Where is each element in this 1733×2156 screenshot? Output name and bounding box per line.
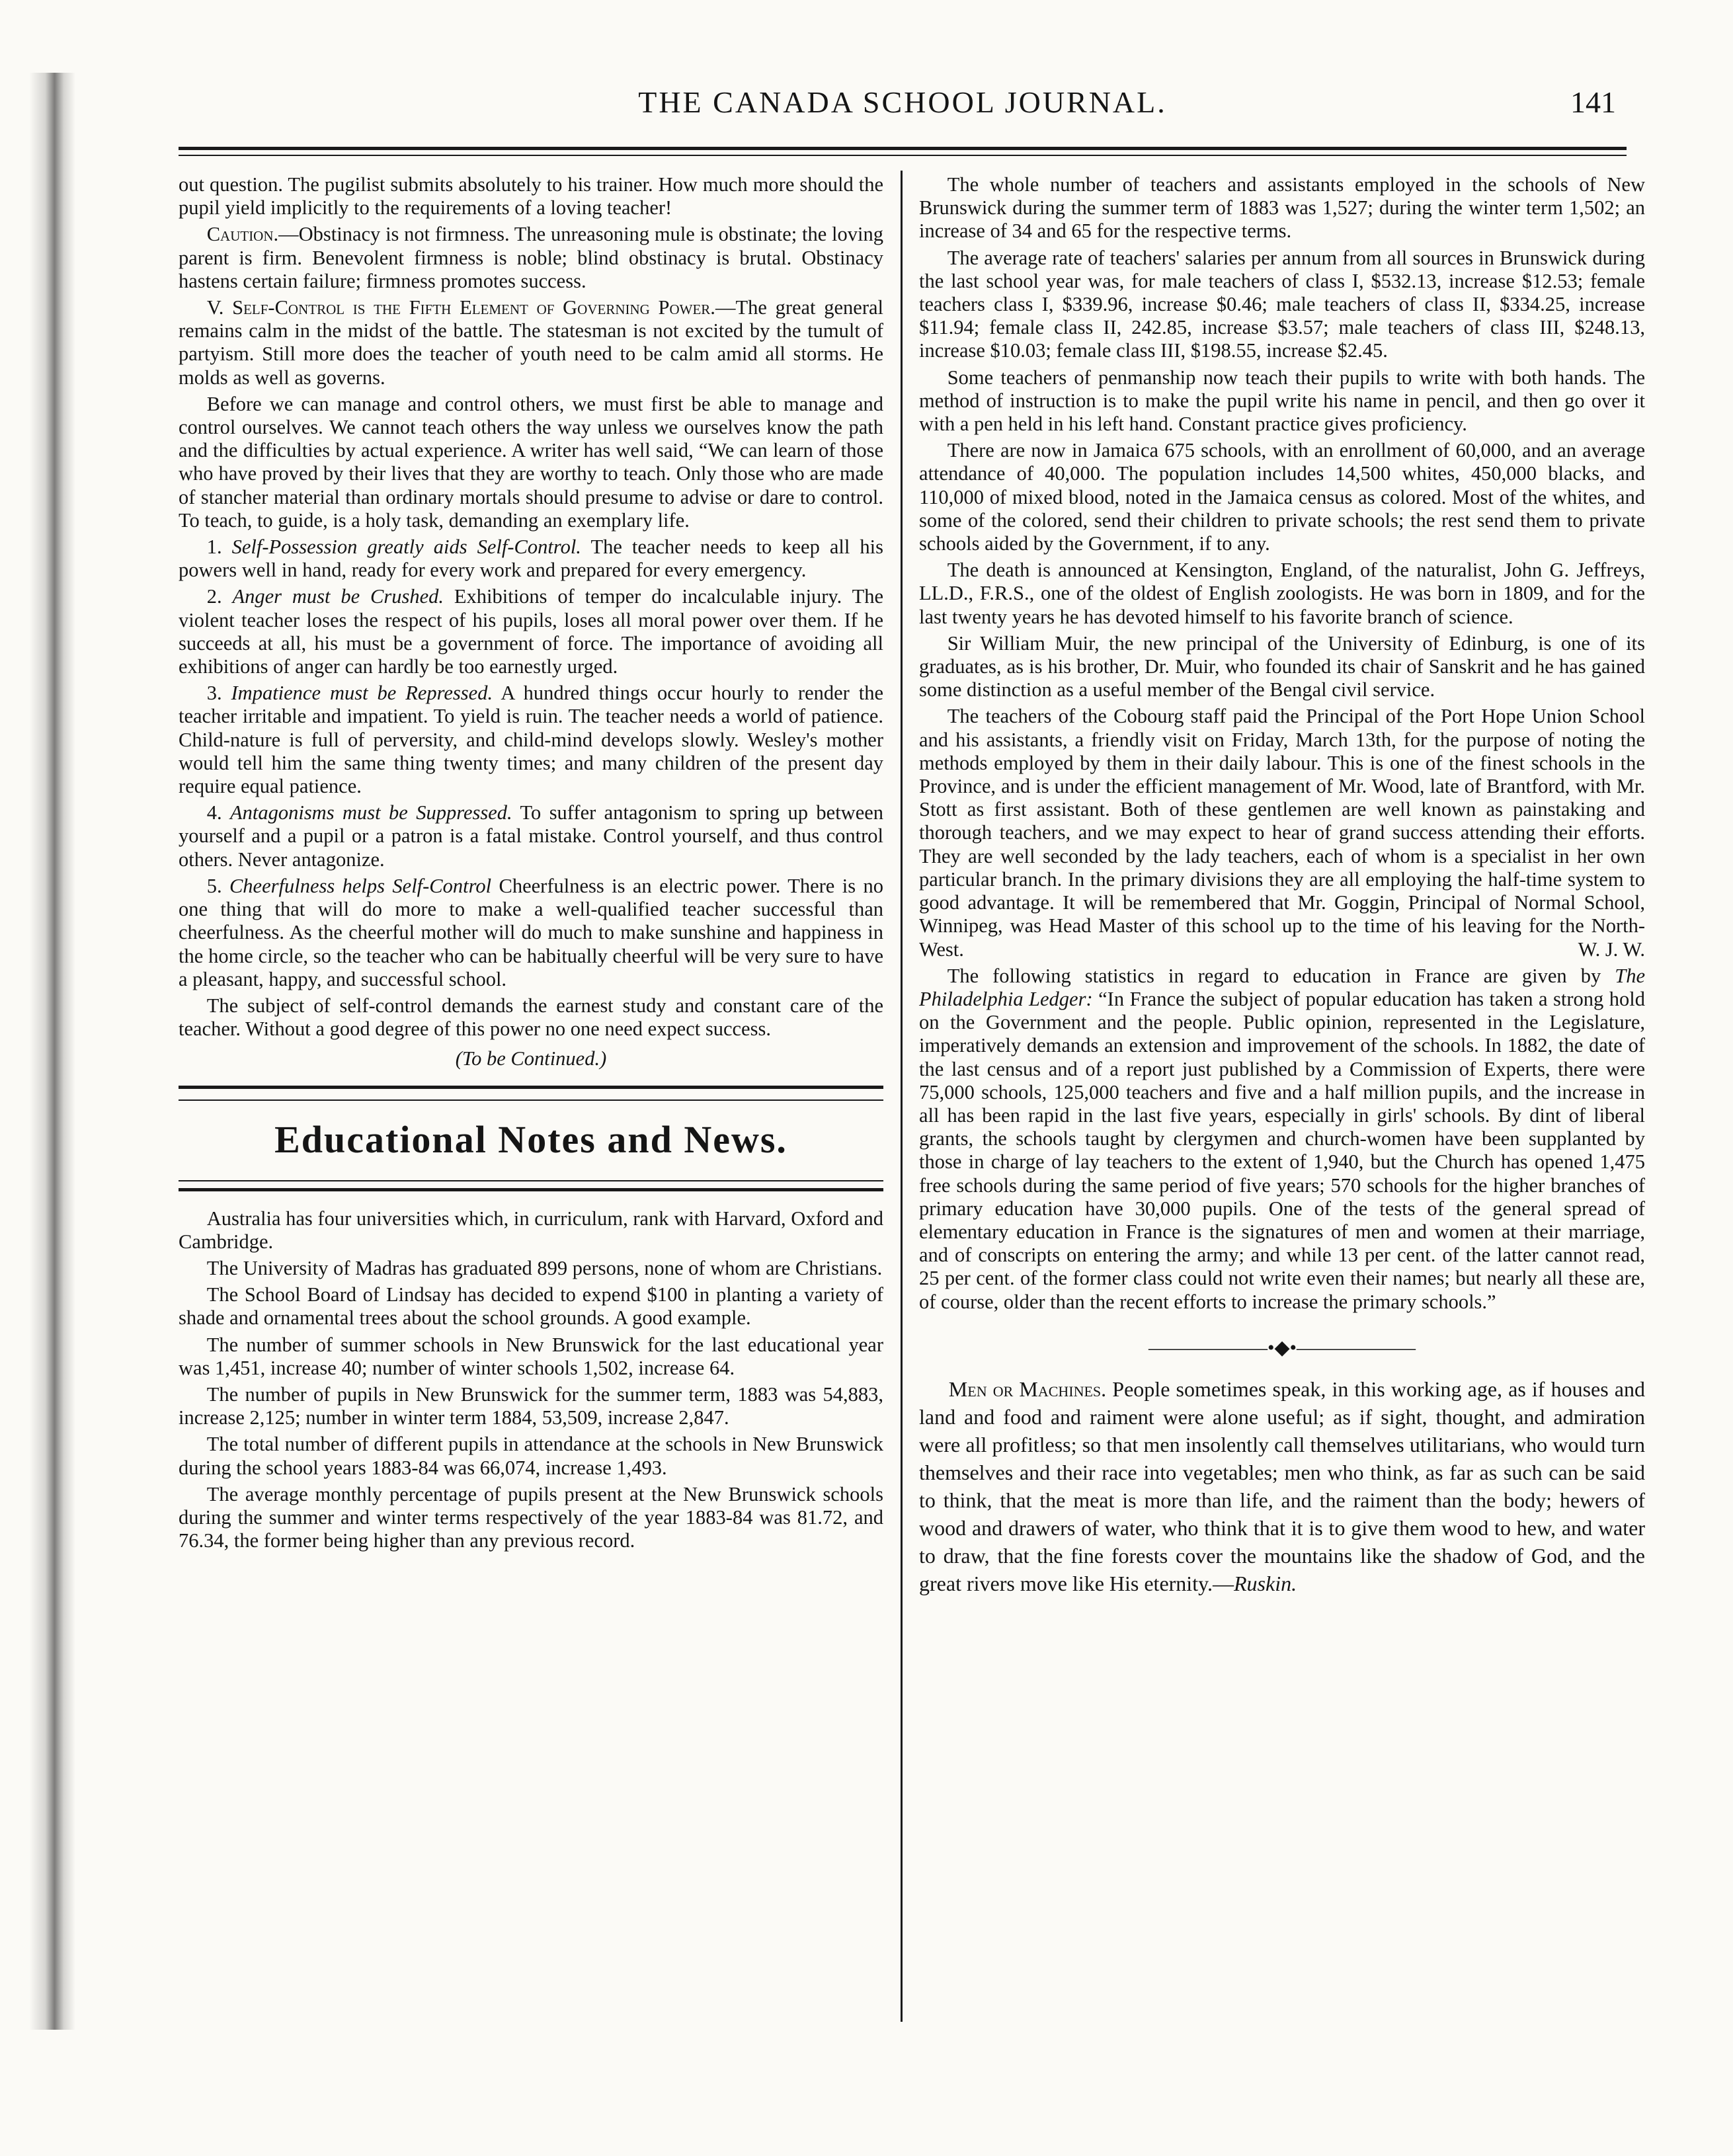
list-item (179, 801, 883, 871)
france-quote: “In France the subject of popular education has taken a strong hold on the Government and the people. Public opinion, represented in the Legislature, imperatively demands an extension and improvement of the schools. In 1882, the date of the last census and of a report just published by a Commission of Experts, there were 75,000 schools, 125,000 teachers and five and a half million pupils, and the increase in all has been rapid in the last five years, especially in girls' schools. By dint of liberal grants, the schools taught by clergymen and church-women have been supplanted by those in charge of lay teachers to the extent of 1,940, but the Church has opened 1,475 free schools during the same period of five years; 570 schools for the higher branches of primary education have 30,000 pupils. One of the tests of the general spread of elementary education in France is the signatures of men and women at their marriage, and of conscripts on entering the army; and while 13 per cent. of the latter cannot read, 25 per cent. of the former class could not write even their names; but nearly all these are, of course, older than the recent efforts to increase the primary schools.” (919, 987, 1645, 1313)
item-title: Cheerfulness helps Self-Control (229, 874, 492, 897)
caution-text: —Obstinacy is not firmness. The unreasoning mule is obstinate; the loving parent is firm. Benevolent firmness is noble; blind obstinacy is brutal. Obstinacy hastens certain failure; firmness promotes success. (179, 223, 883, 292)
news-item: The total number of different pupils in attendance at the schools in New Brunswick during the school years 1883-84 was 66,074, increase 1,493. (179, 1433, 883, 1479)
self-control-text: —The great general remains calm in the midst of the battle. The statesman is not excited by the tumult of partyism. Still more does the teacher of youth need to be calm amid all storms. He molds as well as governs. (179, 296, 883, 389)
page-header (179, 85, 1627, 131)
news-item: Australia has four universities which, in curriculum, rank with Harvard, Oxford and Cambridge. (179, 1207, 883, 1253)
news-item: The average monthly percentage of pupils present at the New Brunswick schools during the summer and winter terms respectively of the year 1883-84 was 81.72, and 76.34, the former being higher than any previous record. (179, 1482, 883, 1552)
news-item: The School Board of Lindsay has decided to expend $100 in planting a variety of shade and ornamental trees about the school grounds. A good example. (179, 1283, 883, 1330)
section-heading-v: V. Self-Control is the Fifth Element of Governing Power. (206, 296, 715, 319)
header-rule-thick (179, 147, 1627, 150)
news-item-cobourg (919, 705, 1645, 961)
news-item: The average rate of teachers' salaries per annum from all sources in Brunswick during the last school year was, for male teachers of class I, $532.13, increase $12.53; female teachers class I, $339.96, increase $0.46; male teachers of class II, $334.25, increase $11.94; female class II, 242.85, increase $3.57; male teachers of class III, $248.13, increase $10.03; female class III, $198.55, increase $2.45. (919, 246, 1645, 362)
column-divider (901, 171, 903, 2022)
item-number: 3. (206, 682, 222, 705)
cobourg-text: The teachers of the Cobourg staff paid the Principal of the Port Hope Union School and his assistants, a friendly visit on Friday, March 13th, for the purpose of noting the methods employed by them in their daily labour. This is one of the finest schools in the Province, and is under the efficient management of Mr. Wood, late of Brantford, with Mr. Stott as first assistant. Both of these gentlemen are well known as painstaking and thorough teachers, and we may expect to hear of grand success attending their efforts. They are well seconded by the lady teachers, each of whom is a specialist in her own particular branch. In the primary divisions they are all employing the half-time system to good advantage. It will be remembered that Mr. Goggin, Principal of Normal School, Winnipeg, was Head Master of this school up to the time of his leaving for the North-West. (919, 705, 1645, 961)
section-rule-top (179, 1086, 883, 1101)
item-title: Impatience must be Repressed. (231, 682, 493, 705)
caution-label: Caution. (206, 223, 279, 246)
left-column (179, 173, 883, 1556)
item-number: 4. (206, 801, 222, 824)
paragraph: out question. The pugilist submits absolutely to his trainer. How much more should the pupil yield implicitly to the requirements of a loving teacher! (179, 173, 883, 220)
item-number: 2. (206, 585, 222, 608)
item-number: 5. (206, 874, 222, 897)
journal-title: THE CANADA SCHOOL JOURNAL. (638, 85, 1167, 119)
ornament-divider: ——————•◆•—————— (1148, 1336, 1416, 1359)
news-item: The number of summer schools in New Brunswick for the last educational year was 1,451, increase 40; number of winter schools 1,502, increase 64. (179, 1333, 883, 1379)
signature: W. J. W. (1578, 938, 1645, 961)
news-item: Some teachers of penmanship now teach their pupils to write with both hands. The method of instruction is to make the pupil write his name in pencil, and then go over it with a pen held in his left hand. Constant practice gives proficiency. (919, 366, 1645, 436)
section-title: Educational Notes and News. (274, 1117, 787, 1161)
list-item (179, 585, 883, 678)
item-text: Cheerfulness is an electric power. There is no one thing that will do more to make a well-qualified teacher successful than cheerfulness. As the cheerful mother will do much to make sunshine and happiness in the home circle, so the teacher who can be habitually cheerful will be very sure to have a pleasant, happy, and successful school. (179, 874, 883, 990)
news-item: Sir William Muir, the new principal of the University of Edinburg, is one of its graduates, as is his brother, Dr. Muir, who founded its chair of Sanskrit and he has gained some distinction as a useful member of the Bengal civil service. (919, 631, 1645, 701)
list-item (179, 875, 883, 991)
continued-note: (To be Continued.) (455, 1047, 607, 1070)
news-item-france (919, 965, 1645, 1314)
paragraph-self-control (179, 296, 883, 389)
news-item: The whole number of teachers and assistants employed in the schools of New Brunswick during the summer term of 1883 was 1,527; during the winter term 1,502; an increase of 34 and 65 for the respective terms. (919, 173, 1645, 243)
item-title: Anger must be Crushed. (232, 585, 444, 608)
page-binding-shadow (29, 73, 75, 2030)
item-title: Self-Possession greatly aids Self-Control. (231, 536, 581, 559)
men-or-machines (919, 1375, 1645, 1597)
men-text: People sometimes speak, in this working age, as if houses and land and food and raiment were alone useful; as if sight, thought, and admiration were all profitless; so that men insolently call themselves utilitarians, who would turn themselves and their race into vegetables; men who think, as far as such can be said to think, that the meat is more than life, and the raiment than the body; hewers of wood and drawers of water, who think that it is to give them wood to hew, and water to draw, that the fine forests cover the mountains like the shadow of God, and the great rivers move like His eternity.— (919, 1377, 1646, 1595)
page-number: 141 (1570, 85, 1616, 119)
paragraph-caution (179, 223, 883, 293)
paragraph: Before we can manage and control others, we must first be able to manage and control ourselves. We cannot teach others the way unless we ourselves know the path and the difficulties by actual experience. A writer has well said, “We can learn of those who have proved by their lives that they are worthy to teach. Only those who are made of stancher material than ordinary mortals should presume to advise or dare to control. To teach, to guide, is a holy task, demanding an exemplary life. (179, 392, 883, 532)
item-text: A hundred things occur hourly to render the teacher irritable and impatient. To yield is ruin. The teacher needs a world of patience. Child-nature is full of perversity, and child-mind develops slowly. Wesley's mother would tell him the same thing twenty times; and many children of the present day require equal patience. (179, 682, 884, 798)
men-heading: Men or Machines. (948, 1377, 1107, 1401)
france-intro: The following statistics in regard to education in France are given by (947, 964, 1601, 987)
news-item: The University of Madras has graduated 899 persons, none of whom are Christians. (206, 1256, 883, 1279)
author: Ruskin. (1234, 1571, 1297, 1595)
list-item (179, 536, 883, 582)
item-text: The teacher needs to keep all his powers well in hand, ready for every work and prepared for every emergency. (179, 536, 883, 582)
section-rule-bottom (179, 1180, 883, 1191)
header-rule-thin (179, 155, 1627, 156)
item-number: 1. (206, 536, 222, 559)
news-item: The number of pupils in New Brunswick for the summer term, 1883 was 54,883, increase 2,125; number in winter term 1884, 53,509, increase 2,847. (179, 1382, 883, 1429)
news-item: The death is announced at Kensington, England, of the naturalist, John G. Jeffreys, LL.D., F.R.S., one of the oldest of English zoologists. He was born in 1809, and for the last twenty years he has devoted himself to his favorite branch of science. (919, 559, 1645, 628)
right-column (919, 173, 1645, 1601)
item-text: To suffer antagonism to spring up between yourself and a pupil or a patron is a fatal mistake. Control yourself, and thus control others. Never antagonize. (179, 801, 884, 871)
item-title: Antagonisms must be Suppressed. (229, 801, 512, 824)
item-text: Exhibitions of temper do incalculable injury. The violent teacher loses the respect of his pupils, loses all moral power over them. If he succeeds at all, his must be a government of force. The importance of avoiding all exhibitions of anger can hardly be too earnestly urged. (179, 585, 883, 678)
source-title: The Philadelphia Ledger: (919, 964, 1646, 1010)
paragraph: The subject of self-control demands the earnest study and constant care of the teacher. Without a good degree of this power no one need expect success. (179, 994, 883, 1041)
list-item (179, 682, 883, 798)
news-item: There are now in Jamaica 675 schools, with an enrollment of 60,000, and an average attendance of 40,000. The population includes 14,500 whites, 450,000 blacks, and 110,000 of mixed blood, noted in the Jamaica census as colored. Most of the whites, and some of the colored, send their children to private schools; the rest send them to private schools aided by the Government, if to any. (919, 439, 1645, 555)
